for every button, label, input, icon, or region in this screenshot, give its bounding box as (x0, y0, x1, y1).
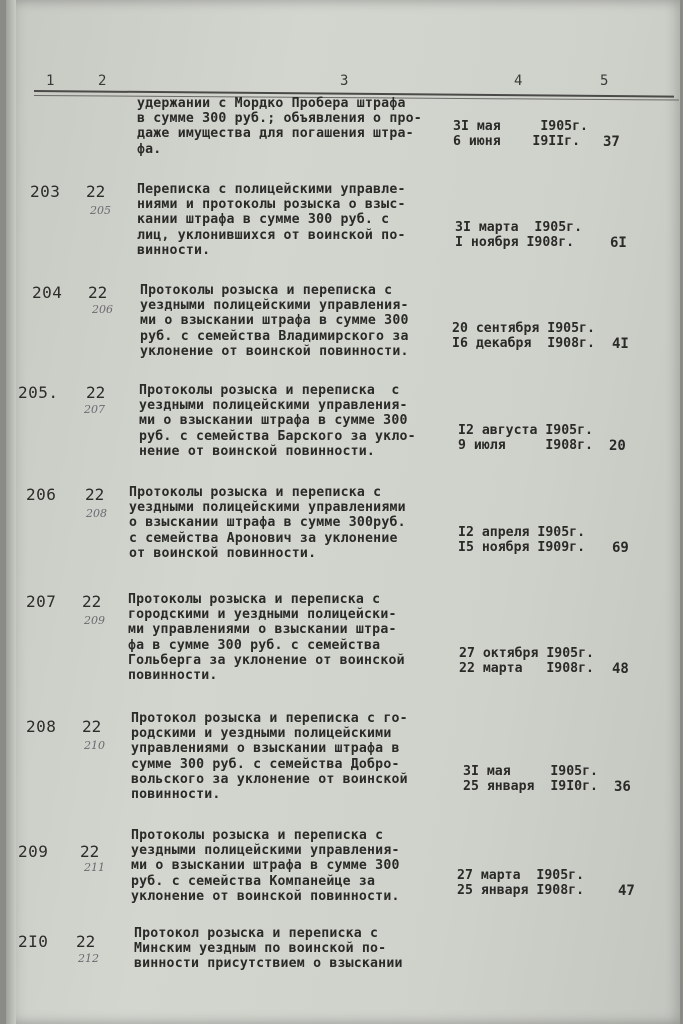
handwritten-sheet-mark: 212 (78, 952, 99, 965)
entry-volume: 22 (86, 182, 106, 201)
entry-dates: 27 марта I905г. 25 января I908г. (457, 868, 585, 899)
archive-inventory-page (6, 0, 680, 1024)
entry-number: 207 (26, 592, 57, 611)
handwritten-sheet-mark: 208 (86, 507, 107, 520)
entry-description: Протоколы розыска и переписка с уездными полицейскими управления- ми о взыскании штрафа в сумме 300 руб. с семейства Владимирского за уклонение от воинской повинности. (140, 283, 409, 359)
entry-description: Протоколы розыска и переписка с уездными полицейскими управления- ми о взыскании штрафа в сумме 300 руб. с семейства Барского за укло- нение от воинской повинности. (139, 383, 416, 459)
entry-sheet-count: 4I (612, 336, 629, 352)
handwritten-sheet-mark: 205 (90, 204, 111, 217)
entry-dates: I2 августа I905г. 9 июля I908г. (458, 423, 593, 454)
entry-number: 204 (32, 283, 63, 302)
handwritten-sheet-mark: 206 (92, 303, 113, 316)
handwritten-sheet-mark: 209 (84, 614, 105, 627)
entry-dates: 3I мая I905г. 25 января I9I0г. (463, 764, 598, 795)
entry-sheet-count: 20 (609, 438, 626, 454)
entry-volume: 22 (76, 932, 96, 951)
entry-description: Переписка с полицейскими управле- ниями и протоколы розыска о взыс- кании штрафа в сумме 300 руб. с лиц, уклонившихся от воинской по- винности. (137, 182, 406, 258)
entry-number: 2I0 (18, 932, 49, 951)
entry-description: Протоколы розыска и переписка с городскими и уездными полицейски- ми управлениями о взыскании штра- фа в сумме 300 руб. с семейства Гольберга за уклонение от воинской повинности. (128, 592, 405, 684)
entry-number: 203 (30, 182, 61, 201)
entry-description: удержании с Мордко Пробера штрафа в сумме 300 руб.; объявления о про- даже имущества для погашения штра- фа. (137, 96, 422, 157)
entry-description: Протоколы розыска и переписка с уездными полицейскими управления- ми о взыскании штрафа в сумме 300 руб. с семейства Компанейце за уклонение от воинской повинности. (131, 828, 400, 904)
entry-dates: 3I марта I905г. I ноября I908г. (455, 220, 583, 251)
entry-sheet-count: 48 (612, 661, 629, 677)
entry-number: 209 (18, 842, 49, 861)
column-header-3: 3 (340, 73, 349, 89)
entry-sheet-count: 47 (618, 883, 635, 899)
entry-sheet-count: 6I (610, 235, 627, 251)
handwritten-sheet-mark: 211 (84, 861, 105, 874)
column-header-4: 4 (514, 73, 523, 89)
entry-number: 206 (26, 485, 57, 504)
entry-volume: 22 (80, 842, 100, 861)
entry-sheet-count: 36 (614, 779, 631, 795)
entry-dates: 27 октября I905г. 22 марта I908г. (459, 646, 594, 677)
column-header-5: 5 (600, 73, 609, 89)
entry-volume: 22 (86, 383, 106, 402)
entry-sheet-count: 69 (612, 540, 629, 556)
entry-volume: 22 (82, 717, 102, 736)
column-header-1: 1 (46, 73, 55, 89)
entry-dates: 3I мая I905г. 6 июня I9IIг. (453, 119, 588, 150)
page-edge-shadow (6, 0, 16, 1024)
entry-dates: 20 сентября I905г. I6 декабря I908г. (452, 321, 595, 352)
entry-volume: 22 (85, 485, 105, 504)
handwritten-sheet-mark: 207 (84, 403, 105, 416)
entry-description: Протоколы розыска и переписка с уездными полицейскими управлениями о взыскании штрафа в сумме 300руб. с семейства Аронович за уклонение от воинской повинности. (129, 485, 406, 561)
entry-description: Протокол розыска и переписка с Минским уездным по воинской по- винности присутствием о взыскании (134, 926, 403, 972)
entry-number: 205. (18, 383, 59, 402)
entry-volume: 22 (88, 283, 108, 302)
entry-sheet-count: 37 (603, 134, 620, 150)
handwritten-sheet-mark: 210 (84, 739, 105, 752)
entry-number: 208 (26, 717, 57, 736)
entry-dates: I2 апреля I905г. I5 ноября I909г. (458, 525, 586, 556)
entry-volume: 22 (82, 592, 102, 611)
entry-description: Протокол розыска и переписка с го- родскими и уездными полицейскими управлениями о взыскании штрафа в сумме 300 руб. с семейства Добро- вольского за уклонение от воинской повинности. (131, 711, 408, 803)
column-header-2: 2 (98, 73, 107, 89)
